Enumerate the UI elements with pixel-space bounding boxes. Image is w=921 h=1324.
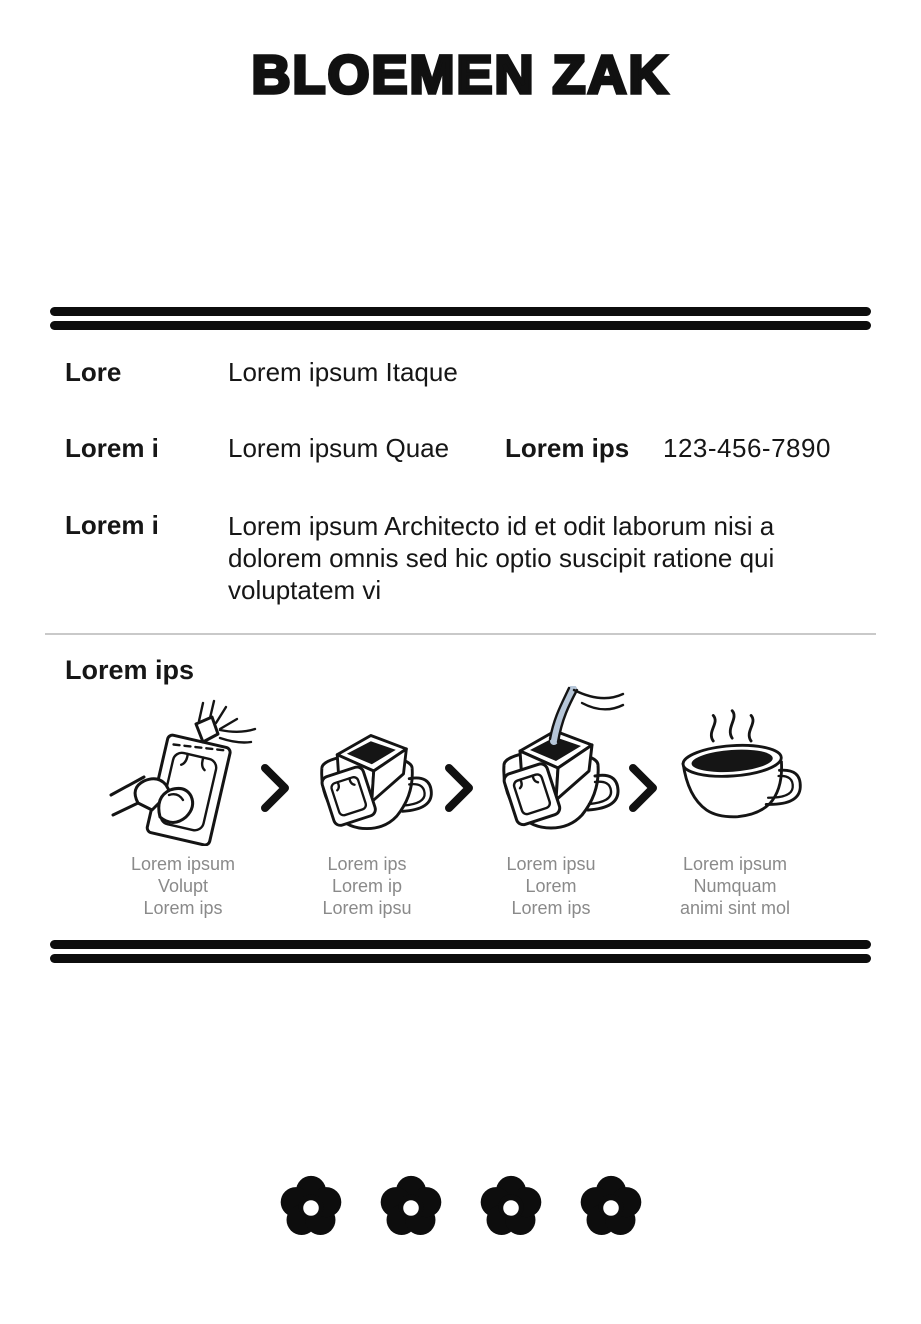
pour-water-icon [476,688,626,850]
chevron-right-icon [258,688,292,850]
footer-flowers [0,1173,921,1241]
double-rule-bottom [50,940,871,963]
double-rule-top [50,307,871,330]
section-heading: Lorem ips [65,655,195,685]
step-caption: Lorem ipsum Volupt Lorem ips [130,854,236,918]
info-label: Lorem ips [505,433,630,463]
rule-bar [50,954,871,963]
rule-bar [50,321,871,330]
info-row [65,433,921,463]
rule-bar [50,307,871,316]
step-3 [476,688,626,919]
info-value: Lorem ipsum Quae [228,433,450,463]
info-label: Lorem i [65,433,159,463]
step-4 [660,688,810,919]
info-value: Lorem ipsum Architecto id et odit laborum nisi a dolorem omnis sed hic optio suscipit ratione qui voluptatem vi [228,511,775,605]
info-table [65,357,921,606]
step-1 [108,688,258,919]
flower-icon [577,1173,645,1241]
rule-bar [50,940,871,949]
chevron-right-icon [626,688,660,850]
tear-open-package-icon [108,688,258,850]
flower-icon [277,1173,345,1241]
steaming-cup-icon [660,688,810,850]
step-caption: Lorem ipsu Lorem Lorem ips [506,854,596,918]
step-caption: Lorem ips Lorem ip Lorem ipsu [322,854,412,918]
page-title: BLOEMEN ZAK [251,45,670,105]
flower-icon [477,1173,545,1241]
instruction-steps [0,688,921,919]
info-label: Lorem i [65,510,159,540]
step-caption: Lorem ipsum Numquam animi sint mol [679,854,791,918]
drip-bag-on-cup-icon [292,688,442,850]
info-value: Lorem ipsum Itaque [228,357,458,387]
chevron-right-icon [442,688,476,850]
info-label: Lore [65,357,122,387]
info-row [65,357,921,387]
step-2 [292,688,442,919]
section-divider [45,633,876,635]
phone-number: 123-456-7890 [663,433,831,463]
info-row [65,510,921,606]
flower-icon [377,1173,445,1241]
